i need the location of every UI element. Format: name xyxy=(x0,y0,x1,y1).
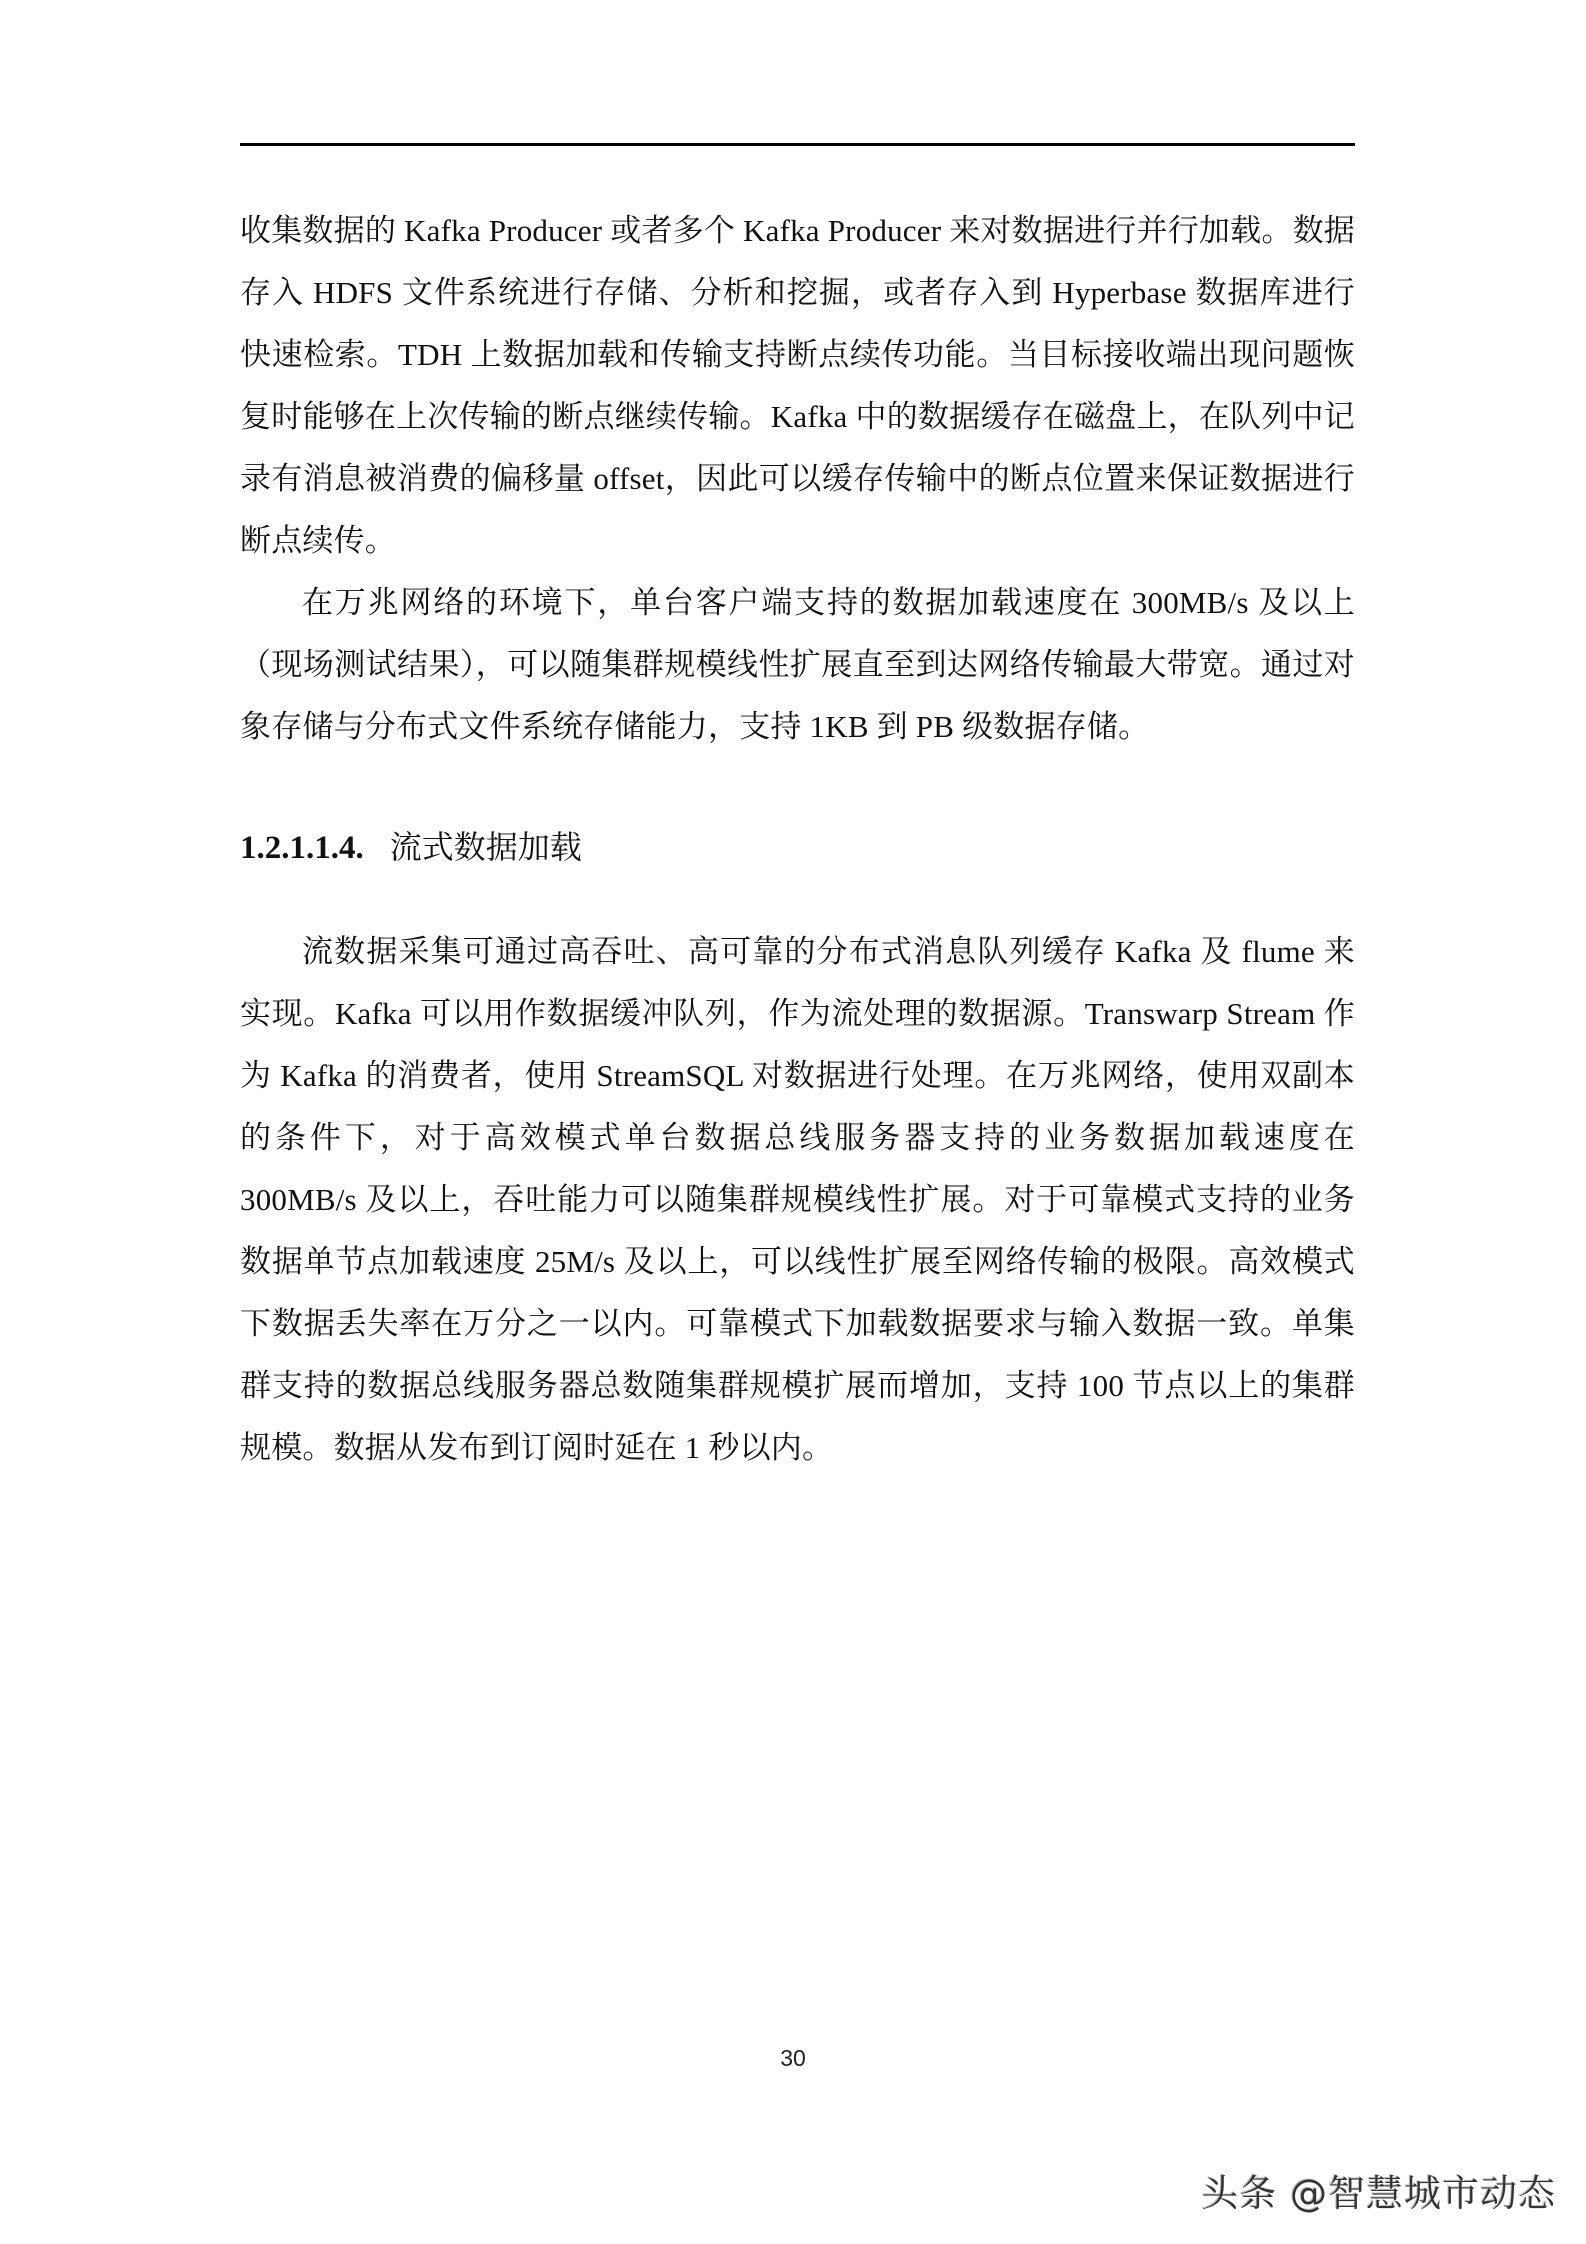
section-heading xyxy=(240,816,1355,879)
section-number: 1.2.1.1.4. xyxy=(240,830,364,866)
header-rule xyxy=(240,143,1355,146)
watermark: 头条 @智慧城市动态 xyxy=(1201,2172,1556,2215)
section-title: 流式数据加载 xyxy=(389,828,582,866)
paragraph-throughput: 在万兆网络的环境下，单台客户端支持的数据加载速度在 300MB/s 及以上（现场测试结果），可以随集群规模线性扩展直至到达网络传输最大带宽。通过对象存储与分布式文件系统存储能力，支持 1KB 到 PB 级数据存储。 xyxy=(240,585,1355,744)
paragraph-streaming: 流数据采集可通过高吞吐、高可靠的分布式消息队列缓存 Kafka 及 flume 来实现。Kafka 可以用作数据缓冲队列，作为流处理的数据源。Transwarp Stream 作为 Kafka 的消费者，使用 StreamSQL 对数据进行处理。在万兆网络，使用双副本的条件下，对于高效模式单台数据总线服务器支持的业务数据加载速度在 300MB/s 及以上，吞吐能力可以随集群规模线性扩展。对于可靠模式支持的业务数据单节点加载速度 25M/s 及以上，可以线性扩展至网络传输的极限。高效模式下数据丢失率在万分之一以内。可靠模式下加载数据要求与输入数据一致。单集群支持的数据总线服务器总数随集群规模扩展而增加，支持 100 节点以上的集群规模。数据从发布到订阅时延在 1 秒以内。 xyxy=(240,934,1355,1465)
paragraph-continuation: 收集数据的 Kafka Producer 或者多个 Kafka Producer 来对数据进行并行加载。数据存入 HDFS 文件系统进行存储、分析和挖掘，或者存入到 Hyperbase 数据库进行快速检索。TDH 上数据加载和传输支持断点续传功能。当目标接收端出现问题恢复时能够在上次传输的断点继续传输。Kafka 中的数据缓存在磁盘上，在队列中记录有消息被消费的偏移量 offset，因此可以缓存传输中的断点位置来保证数据进行断点续传。 xyxy=(240,213,1355,558)
document-body xyxy=(240,200,1355,1479)
page-number: 30 xyxy=(780,2045,806,2071)
